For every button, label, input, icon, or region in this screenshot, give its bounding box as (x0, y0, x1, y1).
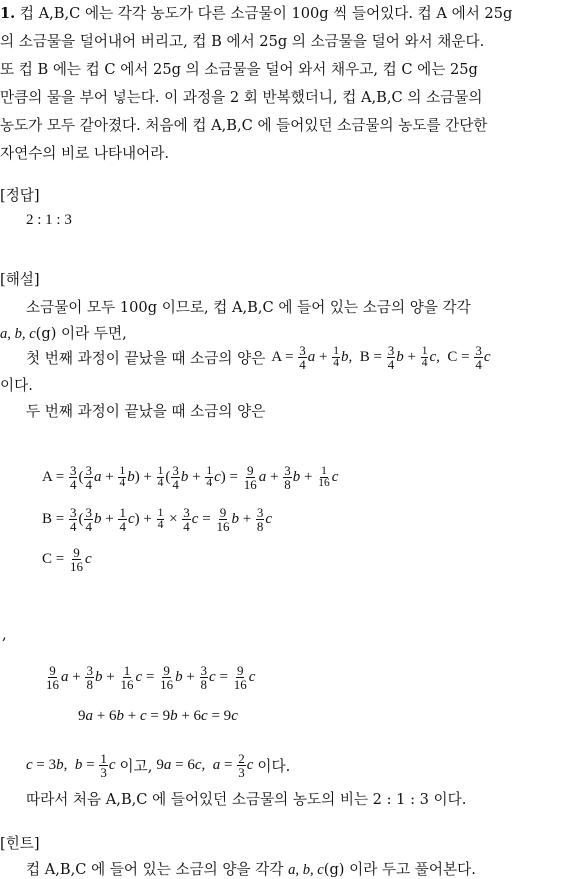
problem-line-3: 또 컵 B 에는 컵 C 에서 25g 의 소금물을 덜어 와서 채우고, 컵 C 에는 25g (0, 61, 478, 78)
solution-paragraph-1-end: (g) 이라 두면, (35, 325, 127, 342)
problem-number: 1. (0, 5, 16, 22)
equation-c: C = $\frac{9}{16}$ c (42, 545, 92, 574)
solution-paragraph-1: 소금물이 모두 100g 이므로, 컵 A,B,C 에 들어 있는 소금의 양을 각각 (26, 299, 471, 316)
problem-line-6: 자연수의 비로 나타내어라. (0, 145, 169, 162)
condition-line: c = 3 b , b = $\frac{1}{3}$ c 이고, 9 a = 6 c , a = $\frac{2}{3}$ c 이다. (26, 751, 291, 780)
first-process-equation: A = $\frac{3}{4}$ a + $\frac{1}{4}$ b , B = $\frac{3}{4}$ b + $\frac{1}{4}$ c , C = $\frac{3}{4}$ c (271, 343, 491, 372)
hint-variables: a, b, c (288, 862, 324, 878)
solution-header: [해설] (0, 271, 40, 288)
problem-line-5: 농도가 모두 같아졌다. 처음에 컵 A,B,C 에 들어있던 소금물의 농도를 간단한 (0, 117, 488, 134)
condition-text-b: 이다. (257, 758, 291, 775)
equality-equation-1: $\frac{9}{16}$ a + $\frac{3}{8}$ b + $\frac{1}{16}$ c = $\frac{9}{16}$ b + $\frac{3}{8}$ c = $\frac{9}{16}$ c (46, 663, 256, 692)
answer-value: 2 : 1 : 3 (26, 212, 72, 228)
hint-text: 컵 A,B,C 에 들어 있는 소금의 양을 각각 (26, 861, 284, 878)
solution-conclusion: 따라서 처음 A,B,C 에 들어있던 소금물의 농도의 비는 2 : 1 : 3 이다. (26, 791, 467, 808)
solution-paragraph-2-end: 이다. (0, 377, 33, 394)
solution-variables: a, b, c (0, 326, 36, 342)
answer-header: [정답] (0, 187, 40, 204)
comma-separator: , (2, 626, 7, 643)
hint-text-end: (g) 이라 두고 풀어본다. (323, 861, 476, 878)
problem-line-4: 만큼의 물을 부어 넣는다. 이 과정을 2 회 반복했더니, 컵 A,B,C 의 소금물의 (0, 89, 483, 106)
equation-b: B = $\frac{3}{4}$ ( $\frac{3}{4}$ b + $\frac{1}{4}$ c ) + $\frac{1}{4}$ × $\frac{3}{4}$ c = $\frac{9}{16}$ b + $\frac{3}{8}$ c (42, 505, 273, 534)
equality-equation-2: 9a + 6b + c = 9b + 6c = 9c (78, 708, 238, 724)
solution-paragraph-2: 첫 번째 과정이 끝났을 때 소금의 양은 (26, 350, 266, 367)
problem-line-2: 의 소금물을 덜어내어 버리고, 컵 B 에서 25g 의 소금물을 덜어 와서 채운다. (0, 33, 485, 50)
condition-text-a: 이고, (119, 758, 153, 775)
hint-header: [힌트] (0, 835, 40, 852)
solution-paragraph-3: 두 번째 과정이 끝났을 때 소금의 양은 (26, 403, 266, 420)
equation-a: A = $\frac{3}{4}$ ( $\frac{3}{4}$ a + $\frac{1}{4}$ b ) + $\frac{1}{4}$ ( $\frac{3}{4}$ b + $\frac{1}{4}$ c ) = $\frac{9}{16}$ a + $\frac{3}{8}$ b + $\frac{1}{16}$ c (42, 463, 339, 492)
problem-line-1: 컵 A,B,C 에는 각각 농도가 다른 소금물이 100g 씩 들어있다. 컵 A 에서 25g (19, 5, 513, 22)
